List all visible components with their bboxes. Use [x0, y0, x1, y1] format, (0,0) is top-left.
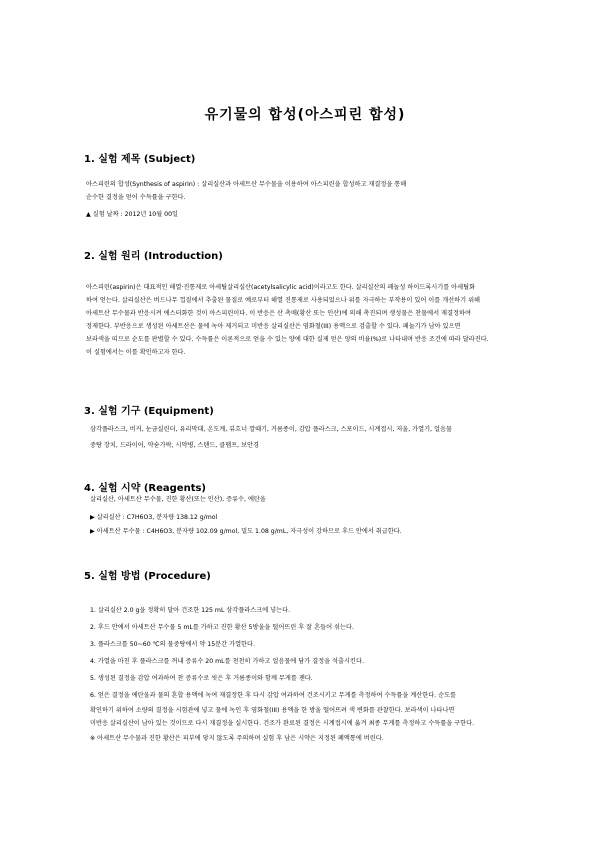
- section-body-reagents: [90, 493, 510, 539]
- text-line: ▶ 살리실산 : C7H6O3, 분자량 138.12 g/mol: [90, 514, 218, 521]
- section-heading-subject: 1. 실험 제목 (Subject): [84, 154, 196, 165]
- text-line: 확인하기 위하여 소량의 결정을 시험관에 넣고 물에 녹인 후 염화철(III) 용액을 한 방울 떨어뜨려 색 변화를 관찰한다. 보라색이 나타나면: [90, 707, 455, 714]
- text-line: 이 실험에서는 이를 확인하고자 한다.: [86, 349, 186, 356]
- text-line: 삼각플라스크, 비커, 눈금실린더, 유리막대, 온도계, 뷰흐너 깔때기, 거름종이, 감압 플라스크, 스포이드, 시계접시, 저울, 가열기, 얼음물: [90, 426, 452, 433]
- section-body-procedure: [90, 602, 514, 747]
- text-line: 아스피린(aspirin)은 대표적인 해열·진통제로 아세틸살리실산(acetylsalicylic acid)이라고도 한다. 살리실산의 페놀성 하이드록시기를 아세틸화: [86, 284, 476, 291]
- section-heading-procedure: 5. 실험 방법 (Procedure): [84, 571, 211, 582]
- section-heading-reagents: 4. 실험 시약 (Reagents): [84, 483, 207, 494]
- section-heading-introduction: 2. 실험 원리 (Introduction): [84, 251, 223, 262]
- text-line: 1. 살리실산 2.0 g을 정확히 달아 건조한 125 mL 삼각플라스크에 넣는다.: [90, 607, 291, 614]
- text-line: ▲ 실험 날짜 : 2012년 10월 00일: [86, 211, 178, 218]
- text-line: 중탕 장치, 드라이어, 약숟가락, 시약병, 스탠드, 클램프, 보안경: [90, 442, 260, 449]
- text-line: 순수한 결정을 얻어 수득률을 구한다.: [86, 194, 186, 201]
- text-line: 3. 플라스크를 50~60 ℃의 물중탕에서 약 15분간 가열한다.: [90, 641, 255, 648]
- text-line: 4. 가열을 마친 후 플라스크를 꺼내 증류수 20 mL를 천천히 가하고 얼음물에 담가 결정을 석출시킨다.: [90, 658, 364, 665]
- text-line: 아스피린의 합성(Synthesis of aspirin) : 살리실산과 아세트산 무수물을 이용하여 아스피린을 합성하고 재결정을 통해: [86, 181, 407, 188]
- text-line: 아세트산 무수물과 반응시켜 에스터화한 것이 아스피린이다. 이 반응은 산 촉매(황산 또는 인산)에 의해 촉진되며 생성물은 찬물에서 재결정하여: [86, 310, 471, 317]
- section-body-introduction: [86, 281, 516, 359]
- text-line: 2. 후드 안에서 아세트산 무수물 5 mL를 가하고 진한 황산 5방울을 떨어뜨린 후 잘 흔들어 섞는다.: [90, 624, 354, 631]
- text-line: 하여 얻는다. 살리실산은 버드나무 껍질에서 추출된 물질로 예로부터 해열 진통제로 사용되었으나 위를 자극하는 부작용이 있어 이를 개선하기 위해: [86, 297, 481, 304]
- text-line: ▶ 아세트산 무수물 : C4H6O3, 분자량 102.09 g/mol, 밀도 1.08 g/mL, 자극성이 강하므로 후드 안에서 취급한다.: [90, 528, 402, 535]
- section-body-subject: [86, 178, 516, 221]
- text-line: 보라색을 띠므로 순도를 판별할 수 있다. 수득률은 이론적으로 얻을 수 있는 양에 대한 실제 얻은 양의 비율(%)로 나타내며 반응 조건에 따라 달라진다.: [86, 336, 489, 343]
- document-title: 유기물의 합성(아스피린 합성): [204, 107, 406, 123]
- text-line: 6. 얻은 결정을 에탄올과 물의 혼합 용액에 녹여 재결정한 후 다시 감압 여과하여 건조시키고 무게를 측정하여 수득률을 계산한다. 순도를: [90, 692, 457, 699]
- text-line: ※ 아세트산 무수물과 진한 황산은 피부에 닿지 않도록 주의하며 실험 후 남은 시약은 지정된 폐액통에 버린다.: [90, 735, 384, 742]
- section-heading-equipment: 3. 실험 기구 (Equipment): [84, 406, 214, 417]
- section-body-equipment: [90, 422, 514, 454]
- text-line: 살리실산, 아세트산 무수물, 진한 황산(또는 인산), 증류수, 에탄올: [90, 496, 266, 503]
- text-line: 미반응 살리실산이 남아 있는 것이므로 다시 재결정을 실시한다. 건조가 완료된 결정은 시계접시에 옮겨 최종 무게를 측정하고 수득률을 구한다.: [90, 720, 475, 727]
- text-line: 정제한다. 부반응으로 생성된 아세트산은 물에 녹아 제거되고 미반응 살리실산은 염화철(III) 용액으로 검출할 수 있다. 페놀기가 남아 있으면: [86, 323, 461, 330]
- text-line: 5. 생성된 결정을 감압 여과하여 찬 증류수로 씻은 후 거름종이와 함께 무게를 잰다.: [90, 675, 313, 682]
